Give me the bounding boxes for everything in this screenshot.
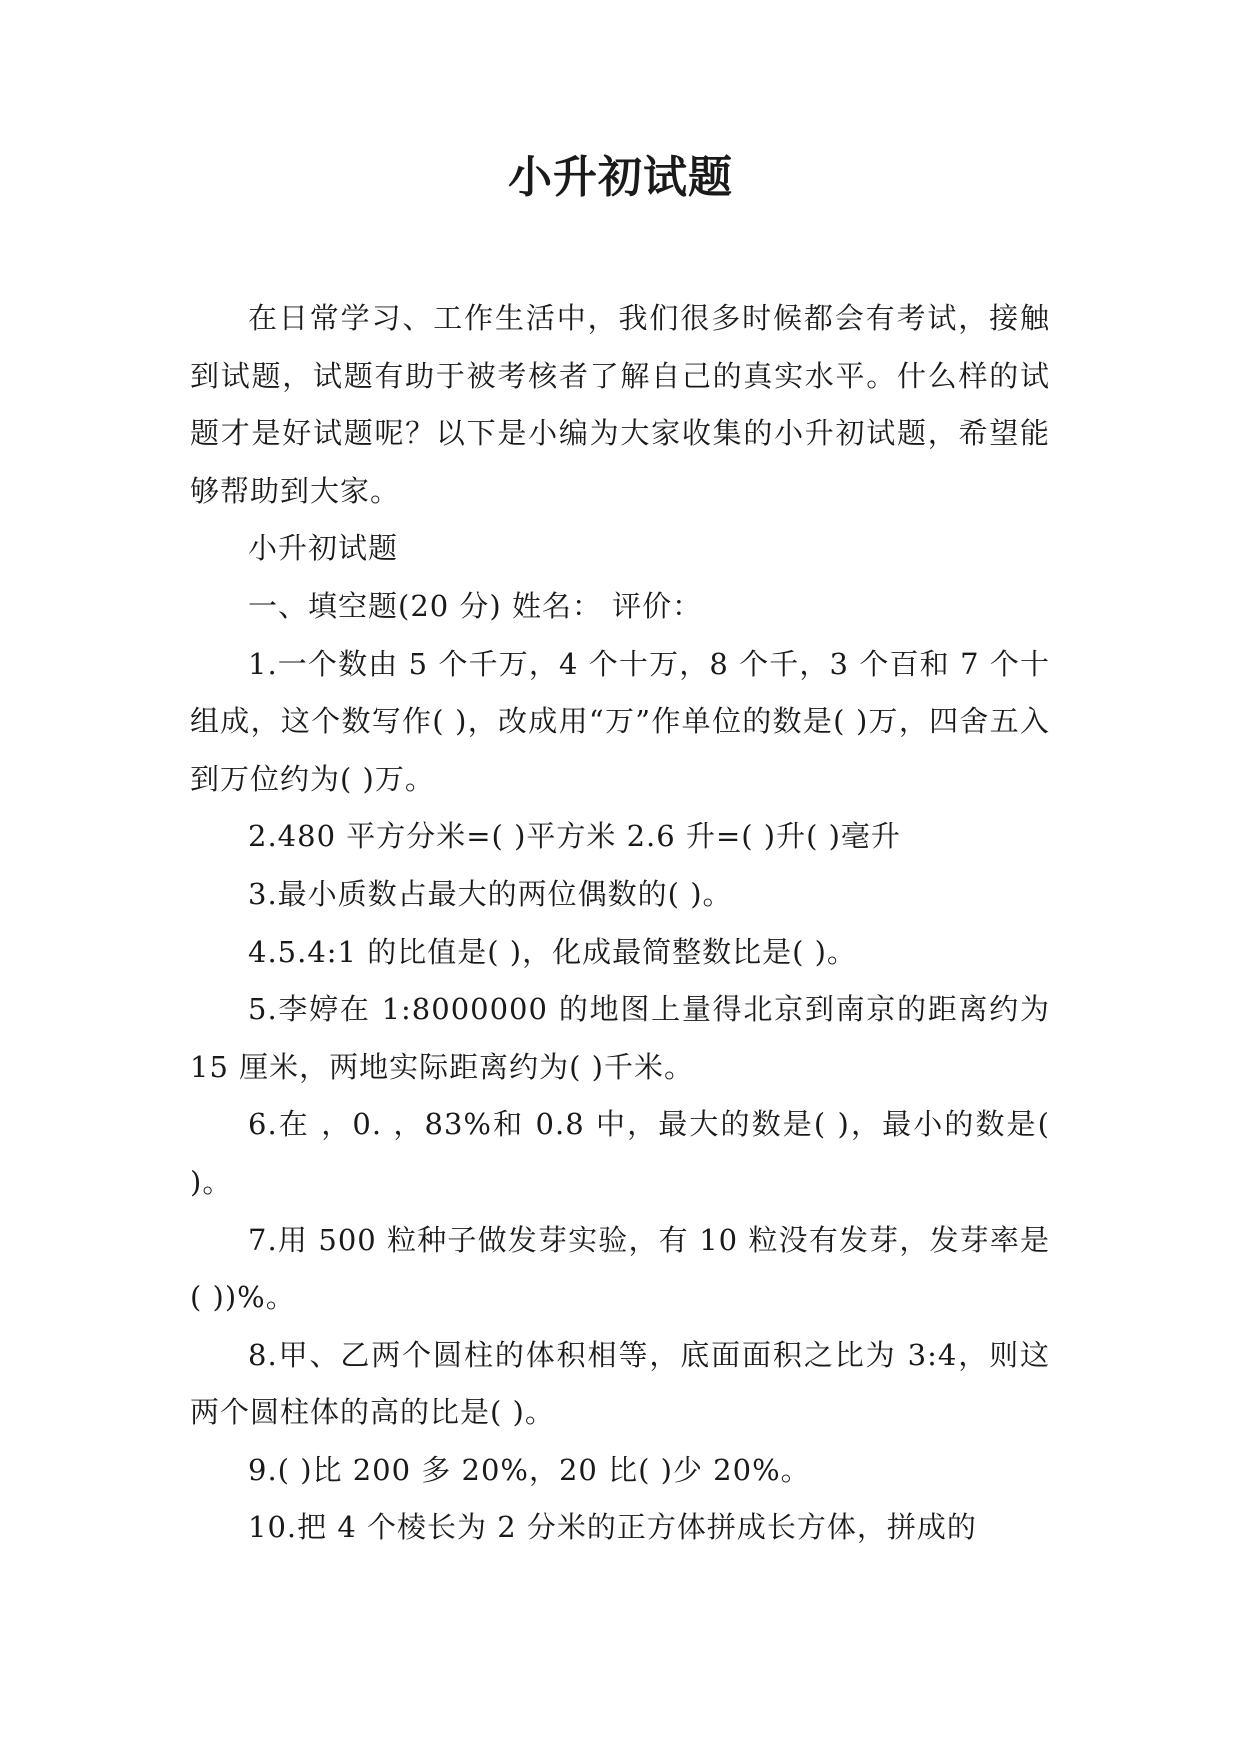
question-3: 3.最小质数占最大的两位偶数的( )。 — [248, 876, 733, 911]
question-1: 1.一个数由 5 个千万，4 个十万，8 个千，3 个百和 7 个十组成，这个数写作( )，改成用“万”作单位的数是( )万，四舍五入到万位约为( )万。 — [190, 646, 1050, 796]
section-heading: 小升初试题 — [248, 531, 399, 566]
question-6: 6.在 ，0. ，83%和 0.8 中，最大的数是( )，最小的数是( )。 — [190, 1107, 1050, 1199]
document-body — [190, 290, 1050, 1557]
fill-in-heading: 一、填空题(20 分) 姓名： 评价： — [248, 588, 703, 623]
question-2: 2.480 平方分米=( )平方米 2.6 升=( )升( )毫升 — [248, 819, 901, 854]
question-10: 10.把 4 个棱长为 2 分米的正方体拼成长方体，拼成的 — [248, 1510, 977, 1545]
intro-paragraph: 在日常学习、工作生活中，我们很多时候都会有考试，接触到试题，试题有助于被考核者了解自己的真实水平。什么样的试题才是好试题呢？以下是小编为大家收集的小升初试题，希望能够帮助到大家。 — [190, 301, 1050, 508]
question-4: 4.5.4:1 的比值是( )，化成最简整数比是( )。 — [248, 934, 857, 969]
question-7: 7.用 500 粒种子做发芽实验，有 10 粒没有发芽，发芽率是( ))%。 — [190, 1222, 1050, 1315]
document-title: 小升初试题 — [508, 152, 733, 203]
question-9: 9.( )比 200 多 20%，20 比( )少 20%。 — [248, 1452, 811, 1487]
question-8: 8.甲、乙两个圆柱的体积相等，底面面积之比为 3:4，则这两个圆柱体的高的比是( )。 — [190, 1337, 1050, 1430]
question-5: 5.李婷在 1:8000000 的地图上量得北京到南京的距离约为 15 厘米，两地实际距离约为( )千米。 — [190, 992, 1050, 1084]
